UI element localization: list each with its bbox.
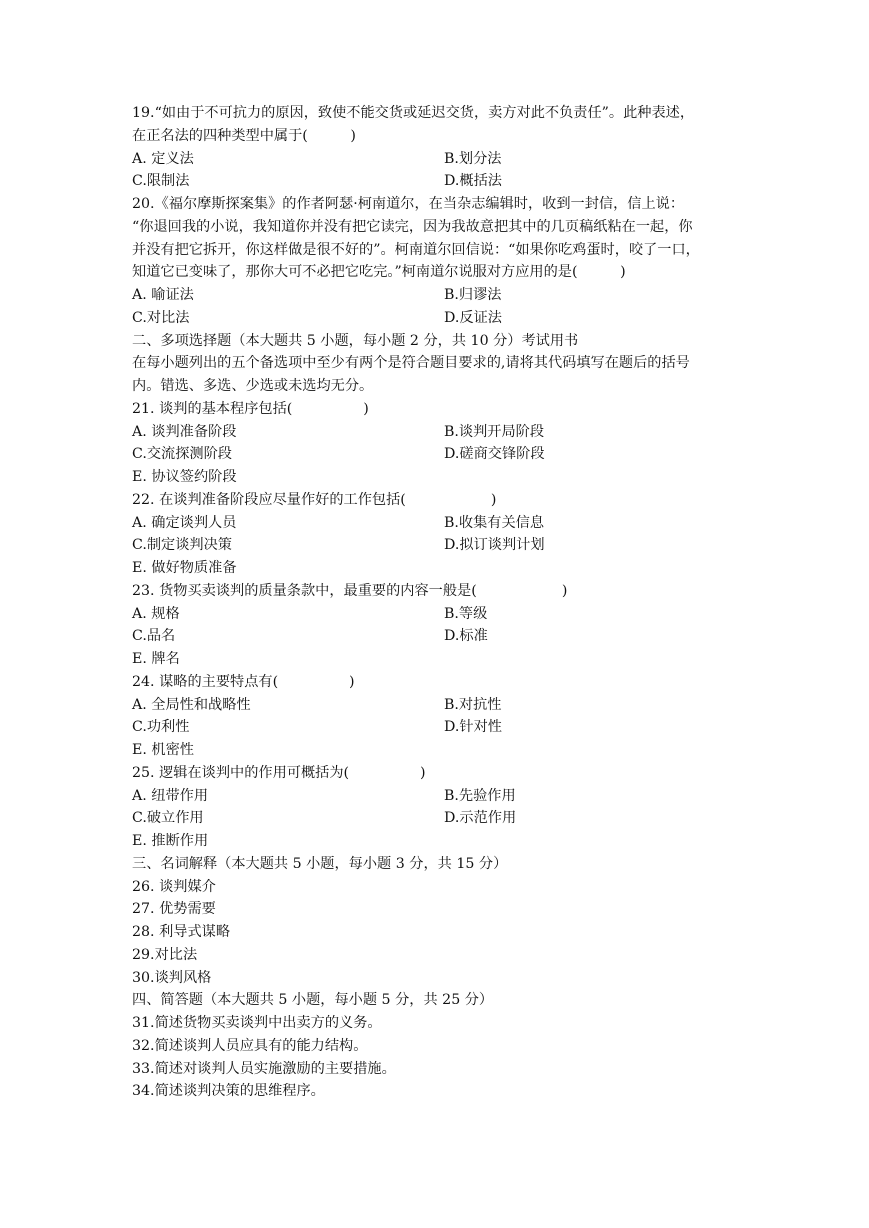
option-d: D.标准 — [444, 628, 488, 645]
question-20-stem-line4: 知道它已变味了，那你大可不必把它吃完。”柯南道尔说服对方应用的是( ) — [132, 264, 626, 281]
question-22-options-row1 — [132, 512, 744, 535]
option-a: A. 确定谈判人员 — [132, 514, 237, 531]
question-20 — [132, 193, 744, 330]
section-2-instructions-line1: 在每小题列出的五个备选项中至少有两个是符合题目要求的,请将其代码填写在题后的括号 — [132, 355, 690, 372]
question-22 — [132, 489, 744, 580]
question-21-options-row1 — [132, 421, 744, 444]
option-c: C.破立作用 — [132, 810, 204, 827]
question-20-stem-line3: 并没有把它拆开，你这样做是很不好的”。柯南道尔回信说：“如果你吃鸡蛋时，咬了一口， — [132, 241, 700, 258]
option-c: C.对比法 — [132, 309, 190, 326]
option-d: D.概括法 — [444, 173, 502, 190]
section-2-title: 二、多项选择题（本大题共 5 小题，每小题 2 分，共 10 分）考试用书 — [132, 332, 579, 349]
option-e: E. 推断作用 — [132, 833, 209, 849]
option-a: A. 定义法 — [132, 150, 194, 167]
question-23-options-row1 — [132, 603, 744, 626]
section-3 — [132, 853, 744, 990]
question-20-stem-line2: “你退回我的小说，我知道你并没有把它读完，因为我故意把其中的几页稿纸粘在一起，你 — [132, 218, 693, 235]
term-item: 26. 谈判媒介 — [132, 878, 216, 895]
question-20-stem-line1: 20.《福尔摩斯探案集》的作者阿瑟·柯南道尔，在当杂志编辑时，收到一封信，信上说： — [132, 196, 685, 212]
term-item: 28. 利导式谋略 — [132, 924, 231, 940]
term-item: 27. 优势需要 — [132, 901, 216, 918]
section-2-instructions-line2: 内。错选、多选、少选或未选均无分。 — [132, 378, 374, 394]
option-b: B.划分法 — [444, 150, 502, 167]
option-e: E. 协议签约阶段 — [132, 469, 237, 485]
option-c: C.品名 — [132, 628, 176, 645]
question-25-options-row1 — [132, 785, 744, 808]
question-19-stem-line1: 19.“如由于不可抗力的原因，致使不能交货或延迟交货，卖方对此不负责任”。此种表述， — [132, 105, 695, 121]
question-19-options-row1 — [132, 148, 744, 171]
option-c: C.限制法 — [132, 173, 190, 190]
section-4-title: 四、简答题（本大题共 5 小题，每小题 5 分，共 25 分） — [132, 992, 494, 1009]
section-4 — [132, 989, 744, 1103]
option-e: E. 牌名 — [132, 651, 180, 667]
question-25-stem: 25. 逻辑在谈判中的作用可概括为( ) — [132, 764, 426, 781]
short-answer-item: 31.简述货物买卖谈判中出卖方的义务。 — [132, 1015, 382, 1031]
option-b: B.先验作用 — [444, 787, 516, 804]
term-item: 29.对比法 — [132, 946, 198, 963]
question-25 — [132, 762, 744, 853]
option-d: D.反证法 — [444, 309, 502, 326]
exam-page — [132, 102, 744, 1103]
option-a: A. 全局性和战略性 — [132, 696, 251, 713]
question-23-stem: 23. 货物买卖谈判的质量条款中，最重要的内容一般是( ) — [132, 582, 568, 599]
option-a: A. 规格 — [132, 605, 180, 622]
option-a: A. 谈判准备阶段 — [132, 423, 237, 440]
question-22-stem: 22. 在谈判准备阶段应尽量作好的工作包括( ) — [132, 491, 497, 508]
question-24-stem: 24. 谋略的主要特点有( ) — [132, 673, 355, 690]
option-b: B.收集有关信息 — [444, 514, 545, 531]
question-19 — [132, 102, 744, 193]
section-3-title: 三、名词解释（本大题共 5 小题，每小题 3 分，共 15 分） — [132, 855, 508, 872]
option-b: B.归谬法 — [444, 287, 502, 303]
option-e: E. 机密性 — [132, 742, 194, 758]
short-answer-item: 34.简述谈判决策的思维程序。 — [132, 1083, 325, 1100]
short-answer-item: 32.简述谈判人员应具有的能力结构。 — [132, 1037, 368, 1054]
option-d: D.示范作用 — [444, 810, 517, 827]
question-24-options-row1 — [132, 694, 744, 717]
option-c: C.功利性 — [132, 719, 190, 736]
option-d: D.拟订谈判计划 — [444, 537, 545, 554]
question-19-stem-line2: 在正名法的四种类型中属于( ) — [132, 127, 356, 144]
question-23-options-row2 — [132, 625, 744, 648]
question-20-options-row2 — [132, 307, 744, 330]
question-25-options-row2 — [132, 807, 744, 830]
option-b: B.等级 — [444, 605, 488, 622]
section-2 — [132, 330, 744, 398]
option-b: B.谈判开局阶段 — [444, 423, 545, 440]
question-22-options-row2 — [132, 534, 744, 557]
question-21 — [132, 398, 744, 489]
option-a: A. 纽带作用 — [132, 787, 209, 804]
question-23 — [132, 580, 744, 671]
question-19-options-row2 — [132, 170, 744, 193]
option-a: A. 喻证法 — [132, 287, 194, 303]
option-d: D.磋商交锋阶段 — [444, 446, 545, 463]
option-c: C.交流探测阶段 — [132, 446, 232, 463]
question-24 — [132, 671, 744, 762]
question-24-options-row2 — [132, 716, 744, 739]
short-answer-item: 33.简述对谈判人员实施激励的主要措施。 — [132, 1060, 396, 1077]
question-21-stem: 21. 谈判的基本程序包括( ) — [132, 400, 369, 417]
option-d: D.针对性 — [444, 719, 502, 736]
term-item: 30.谈判风格 — [132, 969, 212, 986]
option-e: E. 做好物质准备 — [132, 560, 237, 576]
question-20-options-row1 — [132, 284, 744, 307]
option-c: C.制定谈判决策 — [132, 537, 232, 554]
question-21-options-row2 — [132, 443, 744, 466]
option-b: B.对抗性 — [444, 696, 502, 713]
